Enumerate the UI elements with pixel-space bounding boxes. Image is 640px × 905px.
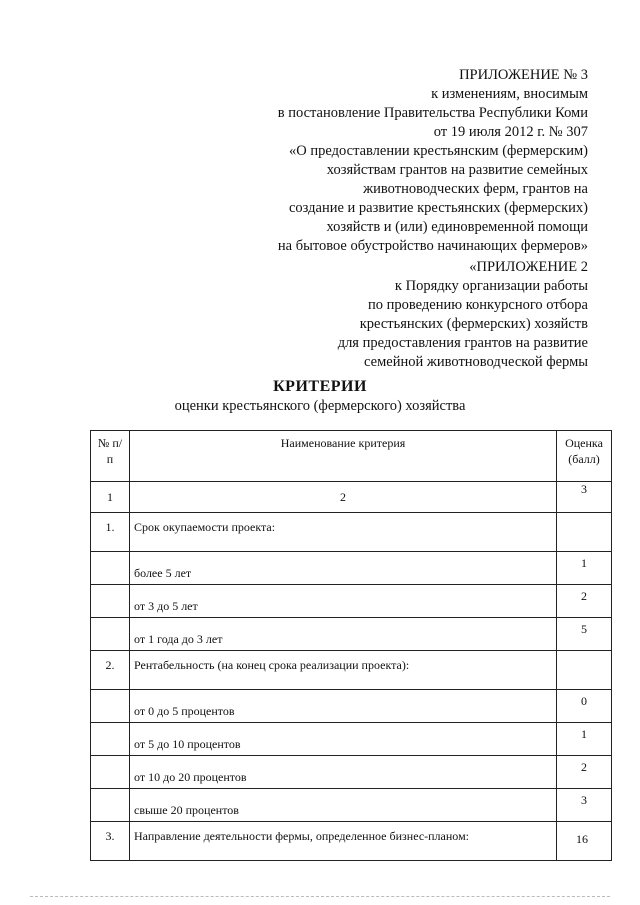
row-num — [91, 585, 130, 618]
table-row — [91, 789, 612, 822]
appendix-3-line: хозяйств и (или) единовременной помощи — [326, 219, 588, 235]
table-row — [91, 822, 612, 861]
row-score: 3 — [557, 789, 612, 822]
appendix-3-header — [278, 66, 588, 256]
row-num: 3. — [91, 822, 130, 861]
appendix-3-line: от 19 июля 2012 г. № 307 — [433, 124, 588, 140]
appendix-3-line: на бытовое обустройство начинающих фермеров» — [277, 238, 588, 254]
appendix-3-line: создание и развитие крестьянских (фермерских) — [289, 200, 588, 216]
appendix-3-line: к изменениям, вносимым — [431, 86, 588, 102]
table-row — [91, 756, 612, 789]
appendix-2-header — [338, 258, 588, 372]
row-name: более 5 лет — [130, 552, 557, 585]
row-name: от 3 до 5 лет — [130, 585, 557, 618]
row-num — [91, 789, 130, 822]
criteria-table — [90, 430, 612, 861]
table-row — [91, 690, 612, 723]
row-name: от 10 до 20 процентов — [130, 756, 557, 789]
row-num: 2. — [91, 651, 130, 690]
appendix-2-line: крестьянских (фермерских) хозяйств — [359, 316, 588, 332]
row-name: Направление деятельности фермы, определенное бизнес-планом: — [130, 822, 557, 861]
appendix-2-line: к Порядку организации работы — [394, 278, 588, 294]
row-score — [557, 513, 612, 552]
row-name: от 1 года до 3 лет — [130, 618, 557, 651]
criteria-title-block — [0, 378, 640, 415]
row-name: от 0 до 5 процентов — [130, 690, 557, 723]
scan-edge-divider — [30, 896, 610, 897]
appendix-2-line: семейной животноводческой фермы — [364, 354, 588, 370]
row-num — [91, 552, 130, 585]
row-num — [91, 756, 130, 789]
row-score: 5 — [557, 618, 612, 651]
table-header-row — [91, 431, 612, 482]
header-score: Оценка (балл) — [557, 431, 612, 482]
table-row — [91, 552, 612, 585]
page-number: 16 — [576, 832, 588, 846]
document-subtitle: оценки крестьянского (фермерского) хозяйства — [174, 398, 466, 414]
appendix-2-line: для предоставления грантов на развитие — [337, 335, 588, 351]
row-name: Срок окупаемости проекта: — [130, 513, 557, 552]
table-row — [91, 585, 612, 618]
header-name: Наименование критерия — [130, 431, 557, 482]
row-score: 1 — [557, 552, 612, 585]
header-num: № п/п — [91, 431, 130, 482]
row-num — [91, 690, 130, 723]
row-name: свыше 20 процентов — [130, 789, 557, 822]
row-score: 2 — [557, 585, 612, 618]
row-name: Рентабельность (на конец срока реализации проекта): — [130, 651, 557, 690]
index-cell: 3 — [557, 482, 612, 513]
table-index-row — [91, 482, 612, 513]
table-row — [91, 513, 612, 552]
appendix-3-line: «О предоставлении крестьянским (фермерским) — [289, 143, 588, 159]
appendix-3-line: в постановление Правительства Республики Коми — [277, 105, 588, 121]
row-score — [557, 651, 612, 690]
table-row — [91, 651, 612, 690]
row-name: от 5 до 10 процентов — [130, 723, 557, 756]
appendix-3-line: ПРИЛОЖЕНИЕ № 3 — [459, 67, 588, 83]
document-title: КРИТЕРИИ — [273, 378, 367, 395]
table-row — [91, 723, 612, 756]
row-num — [91, 618, 130, 651]
row-score: 2 — [557, 756, 612, 789]
row-score: 1 — [557, 723, 612, 756]
appendix-3-line: хозяйствам грантов на развитие семейных — [326, 162, 588, 178]
row-num: 1. — [91, 513, 130, 552]
table-row — [91, 618, 612, 651]
index-cell: 1 — [91, 482, 130, 513]
appendix-2-line: по проведению конкурсного отбора — [368, 297, 588, 313]
index-cell: 2 — [130, 482, 557, 513]
appendix-2-line: «ПРИЛОЖЕНИЕ 2 — [469, 259, 588, 275]
row-score: 0 — [557, 690, 612, 723]
row-num — [91, 723, 130, 756]
appendix-3-line: животноводческих ферм, грантов на — [363, 181, 588, 197]
